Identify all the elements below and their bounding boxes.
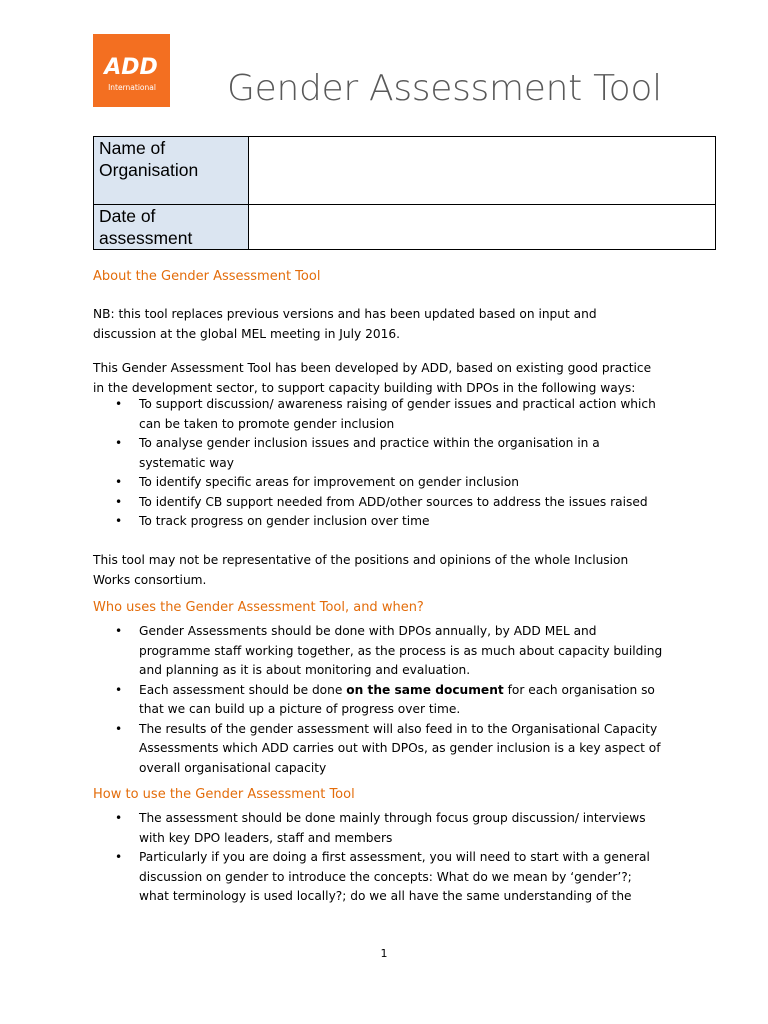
logo-subtitle: International [108, 83, 156, 92]
list-item: • To analyse gender inclusion issues and practice within the organisation in a systematic way [115, 436, 600, 470]
list-item: • Each assessment should be done on the same document for each organisation so that we can build up a picture of progress over time. [115, 682, 655, 716]
list-item: • Gender Assessments should be done with DPOs annually, by ADD MEL and programme staff working together, as the process is as much about capacity building and planning as it is about monitoring and evaluation. [115, 624, 663, 677]
table-row [94, 205, 716, 250]
page-number: 1 [380, 947, 388, 960]
bullet-icon: • [115, 682, 123, 697]
bullet-icon: • [115, 721, 123, 736]
nb-paragraph: NB: this tool replaces previous versions and has been updated based on input and discussion at the global MEL meeting in July 2016. [93, 307, 597, 341]
name-of-organisation-label: Name of Organisation [94, 137, 249, 205]
table-row [94, 137, 716, 205]
date-of-assessment-field[interactable] [249, 205, 716, 250]
list-item: • The assessment should be done mainly through focus group discussion/ interviews with key DPO leaders, staff and members [115, 811, 646, 845]
bullet-icon: • [115, 494, 123, 509]
organisation-info-table [93, 136, 716, 250]
bullet-icon: • [115, 514, 123, 528]
list-item: • The results of the gender assessment will also feed in to the Organisational Capacity Assessments which ADD carries out with DPOs, as gender inclusion is a key aspect of overall organisational capacity [115, 721, 661, 775]
date-of-assessment-label: Date of assessment [94, 205, 249, 250]
list-item: • Particularly if you are doing a first assessment, you will need to start with a general discussion on gender to introduce the concepts: What do we mean by ‘gender’?; what terminology is used locally?; do we all have the same understanding of the [115, 850, 650, 903]
disclaimer-paragraph: This tool may not be representative of the positions and opinions of the whole Inclusion Works consortium. [93, 553, 629, 587]
bullet-icon: • [115, 850, 123, 864]
logo-brand: ADD [104, 55, 158, 80]
intro-paragraph: This Gender Assessment Tool has been developed by ADD, based on existing good practice in the development sector, to support capacity building with DPOs in the following ways: [93, 361, 652, 395]
bullet-icon: • [115, 436, 123, 450]
about-heading: About the Gender Assessment Tool [93, 269, 321, 284]
name-of-organisation-field[interactable] [249, 137, 716, 205]
add-international-logo [93, 34, 170, 107]
bullet-icon: • [115, 475, 123, 489]
list-item: • To support discussion/ awareness raising of gender issues and practical action which can be taken to promote gender inclusion [115, 397, 656, 431]
how-heading: How to use the Gender Assessment Tool [93, 787, 355, 802]
bullet-icon: • [115, 397, 123, 411]
list-item: • To track progress on gender inclusion over time [93, 512, 713, 532]
how-bullet-list [93, 809, 713, 907]
list-item: • To identify specific areas for improvement on gender inclusion [93, 473, 713, 493]
list-item: • To identify CB support needed from ADD/other sources to address the issues raised [93, 493, 713, 513]
bullet-icon: • [115, 811, 123, 825]
who-heading: Who uses the Gender Assessment Tool, and when? [93, 600, 424, 615]
page-title: Gender Assessment Tool [227, 68, 662, 109]
about-bullet-list [93, 395, 713, 532]
who-bullet-list [93, 622, 713, 778]
emphasis-text: on the same document [346, 682, 504, 697]
bullet-icon: • [115, 624, 123, 638]
